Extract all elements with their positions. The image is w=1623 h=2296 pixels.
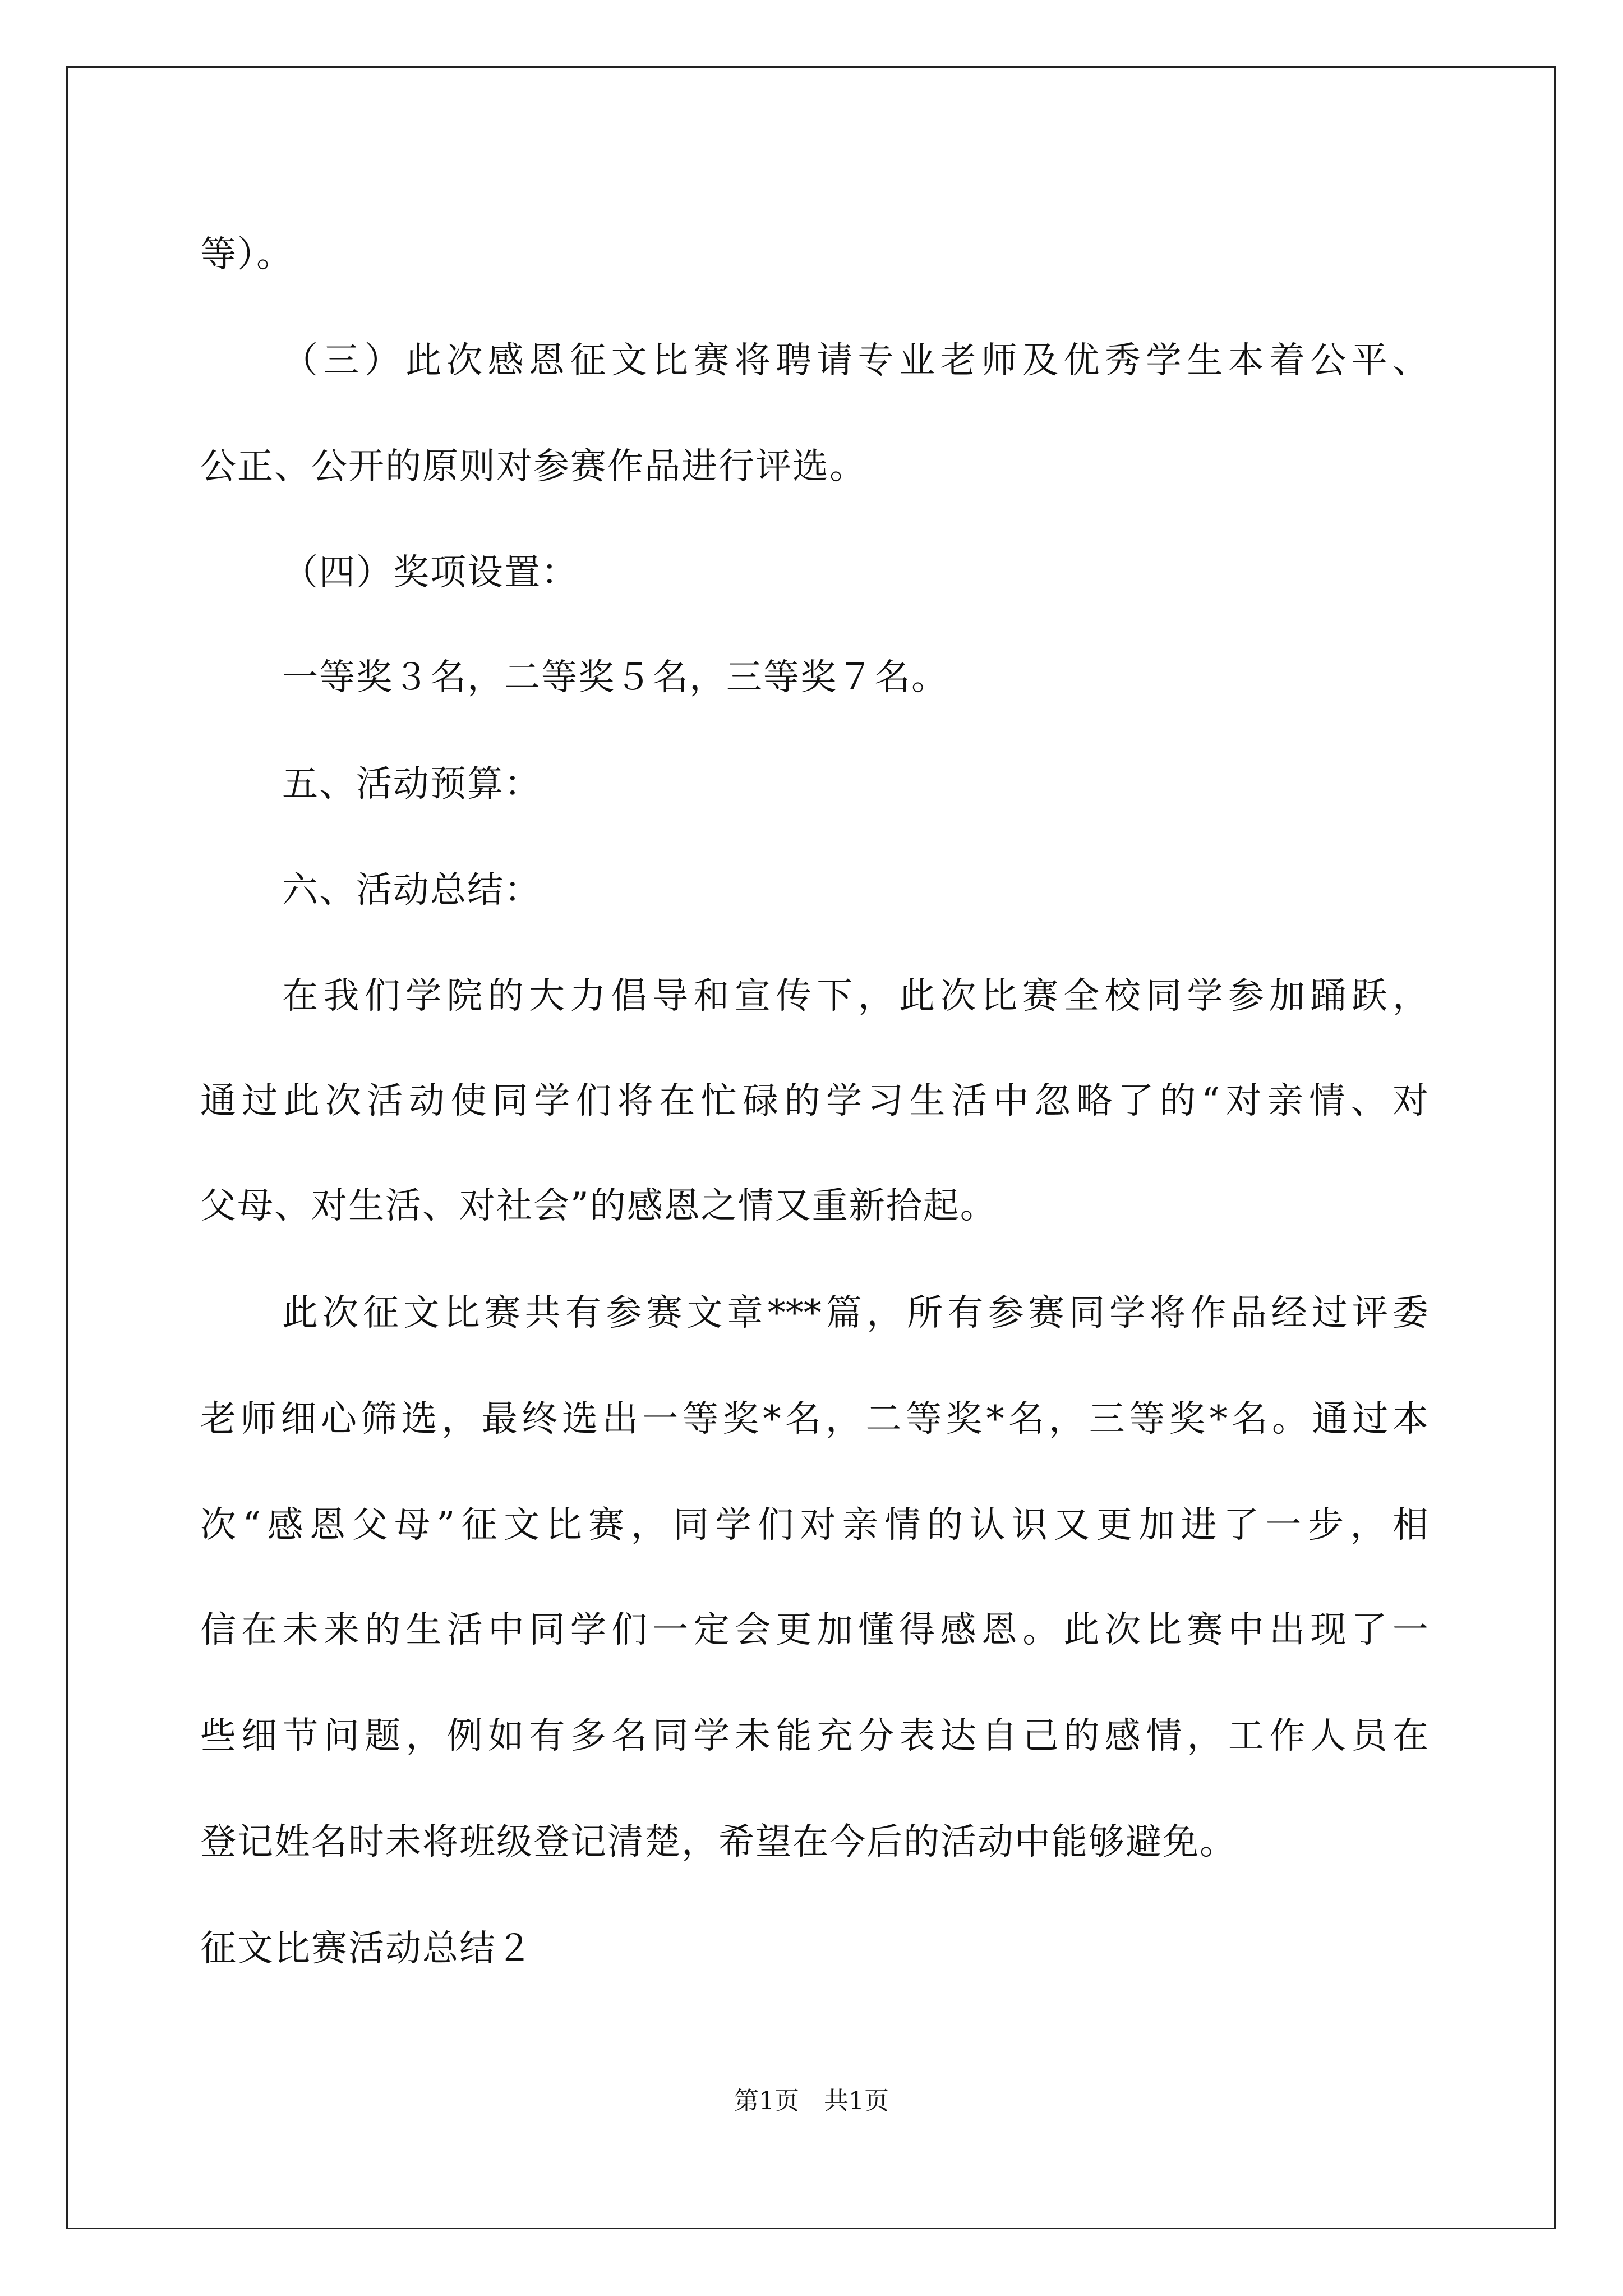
- text-line: 等）。: [200, 234, 293, 275]
- text-line: （三）此次感恩征文比赛将聘请专业老师及优秀学生本着公平、: [282, 340, 1428, 381]
- text-line: 些细节问题，例如有多名同学未能充分表达自己的感情，工作人员在: [200, 1715, 1428, 1757]
- page-border: [66, 66, 1556, 2229]
- text-line: 五、活动预算：: [282, 763, 541, 805]
- text-line: 一等奖３名，二等奖５名，三等奖７名。: [282, 657, 948, 698]
- text-line: 在我们学院的大力倡导和宣传下，此次比赛全校同学参加踊跃，: [282, 976, 1428, 1017]
- text-line: 父母、对生活、对社会”的感恩之情又重新拾起。: [200, 1185, 997, 1227]
- text-line: （四）奖项设置：: [282, 552, 578, 593]
- text-line: 六、活动总结：: [282, 869, 541, 911]
- text-line: 此次征文比赛共有参赛文章***篇，所有参赛同学将作品经过评委: [282, 1292, 1428, 1334]
- text-line: 通过此次活动使同学们将在忙碌的学习生活中忽略了的“对亲情、对: [200, 1080, 1428, 1122]
- section-heading: 征文比赛活动总结２: [200, 1928, 533, 1970]
- text-line: 公正、公开的原则对参赛作品进行评选。: [200, 446, 866, 487]
- text-line: 登记姓名时未将班级登记清楚，希望在今后的活动中能够避免。: [200, 1821, 1237, 1863]
- page-number: 第1页 共1页: [734, 2087, 889, 2115]
- text-line: 老师细心筛选，最终选出一等奖*名，二等奖*名，三等奖*名。通过本: [200, 1398, 1428, 1440]
- text-line: 信在未来的生活中同学们一定会更加懂得感恩。此次比赛中出现了一: [200, 1609, 1428, 1651]
- text-line: 次“感恩父母”征文比赛，同学们对亲情的认识又更加进了一步，相: [200, 1504, 1428, 1546]
